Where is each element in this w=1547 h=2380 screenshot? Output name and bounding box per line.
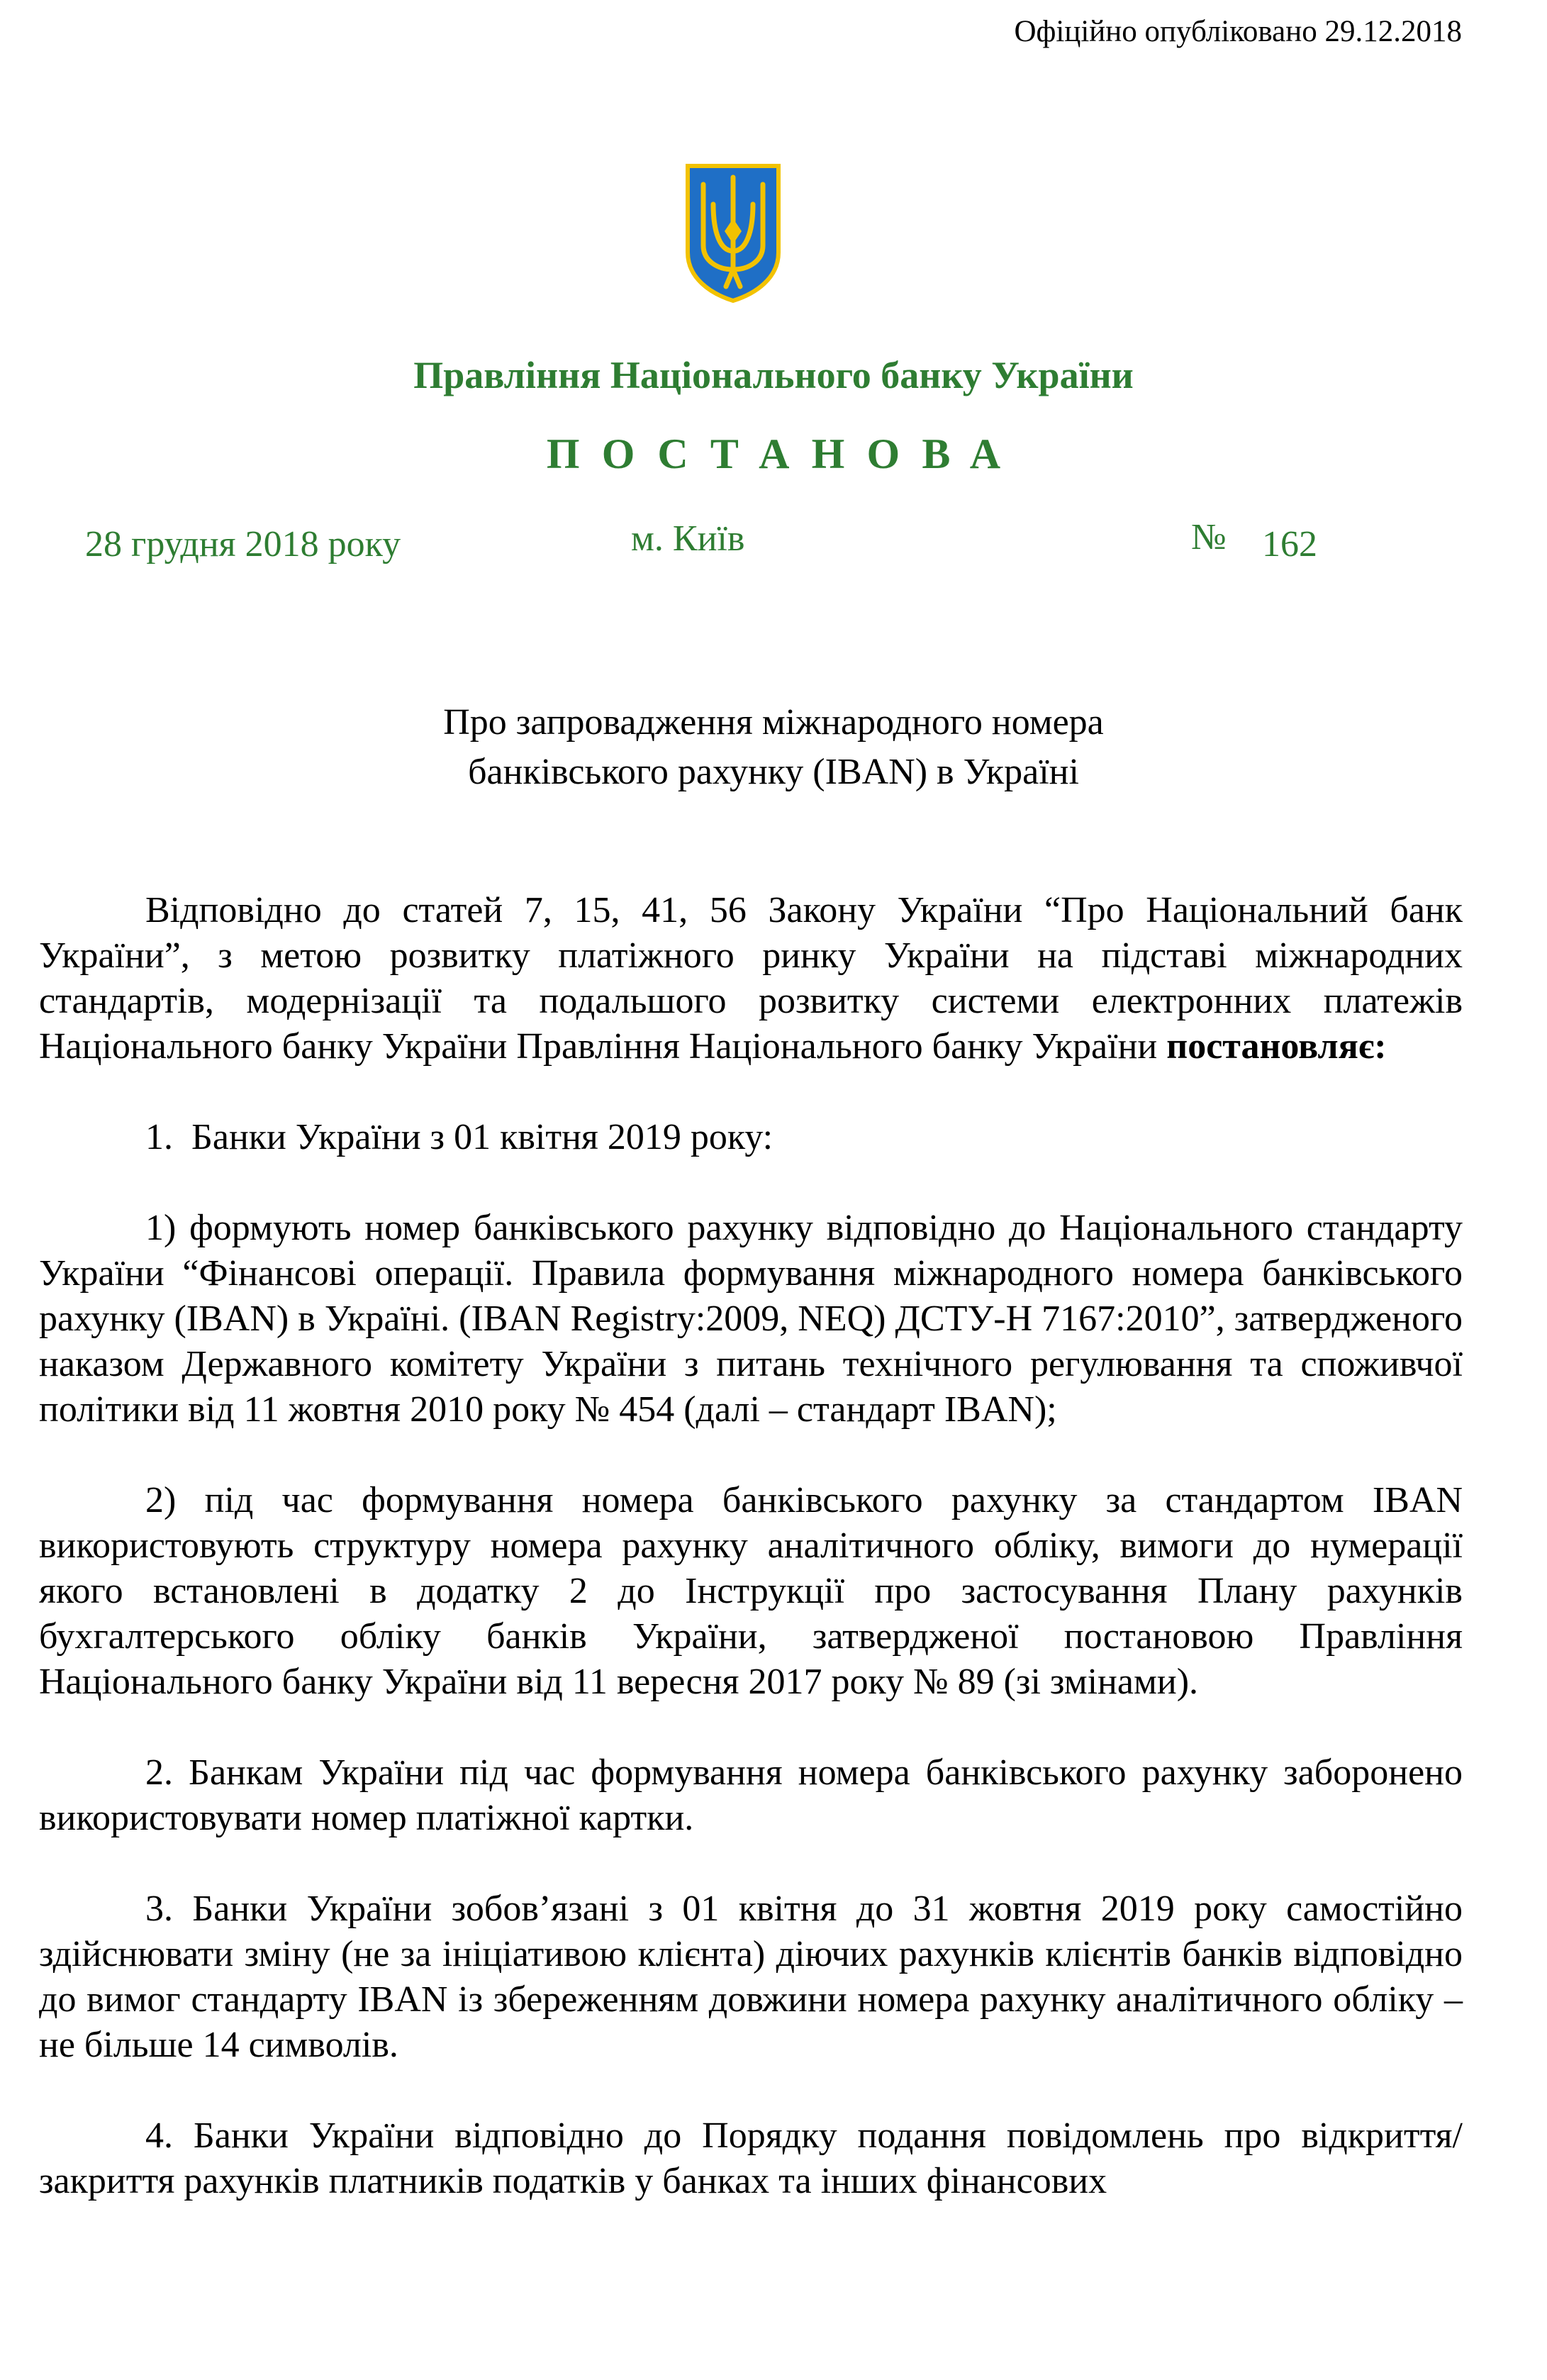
clause-1-1: 1) формують номер банківського рахунку відповідно до Національного стандарту України “Фінансові операції. Правила формування міжнародного номера банківського рахунку (IBAN) в Україні. (IBAN Registry:2009, NEQ) ДСТУ-Н 7167:2010”, затвердженого наказом Державного комітету України з питань технічного регулювання та споживчої політики від 11 жовтня 2010 року № 454 (далі – стандарт IBAN); xyxy=(39,1208,1463,1430)
subject-line-1: Про запровадження міжнародного номера xyxy=(443,702,1104,743)
subject-line-2: банківського рахунку (IBAN) в Україні xyxy=(468,752,1079,792)
document-body xyxy=(39,888,1463,2204)
preamble-text: Відповідно до статей 7, 15, 41, 56 Закону України “Про Національний банк України”, з метою розвитку платіжного ринку України на підставі міжнародних стандартів, модернізації та подальшого розвитку системи електронних платежів Національного банку України Правління Національного банку України xyxy=(39,890,1463,1067)
preamble-emphasis: постановляє: xyxy=(1166,1026,1387,1067)
coat-of-arms-icon xyxy=(683,162,783,304)
document-number: 162 xyxy=(1262,524,1317,565)
document-subject xyxy=(0,698,1547,797)
preamble-paragraph xyxy=(39,888,1463,1069)
clause-3: 3. Банки України зобов’язані з 01 квітня до 31 жовтня 2019 року самостійно здійснювати зміну (не за ініціативою клієнта) діючих рахунків клієнтів банків відповідно до вимог стандарту IBAN із збереженням довжини номера рахунку аналітичного обліку – не більше 14 символів. xyxy=(39,1889,1463,2065)
publication-note: Офіційно опубліковано 29.12.2018 xyxy=(1014,15,1462,48)
organization-title: Правління Національного банку України xyxy=(413,354,1134,396)
clause-4: 4. Банки України відповідно до Порядку подання повідомлень про відкриття/закриття рахунків платників податків у банках та інших фінансових xyxy=(39,2115,1463,2201)
number-sign: № xyxy=(1191,517,1227,557)
document-date: 28 грудня 2018 року xyxy=(85,524,401,565)
document-kind: ПОСТАНОВА xyxy=(546,430,1023,477)
clause-1: 1. Банки України з 01 квітня 2019 року: xyxy=(145,1117,774,1157)
clause-1-2: 2) під час формування номера банківського рахунку за стандартом IBAN використовують структуру номера рахунку аналітичного обліку, вимоги до нумерації якого встановлені в додатку 2 до Інструкції про застосування Плану рахунків бухгалтерського обліку банків України, затвердженої постановою Правління Національного банку України від 11 вересня 2017 року № 89 (зі змінами). xyxy=(39,1480,1463,1702)
clause-2: 2. Банкам України під час формування номера банківського рахунку заборонено використовувати номер платіжної картки. xyxy=(39,1752,1463,1838)
document-city: м. Київ xyxy=(631,518,745,559)
